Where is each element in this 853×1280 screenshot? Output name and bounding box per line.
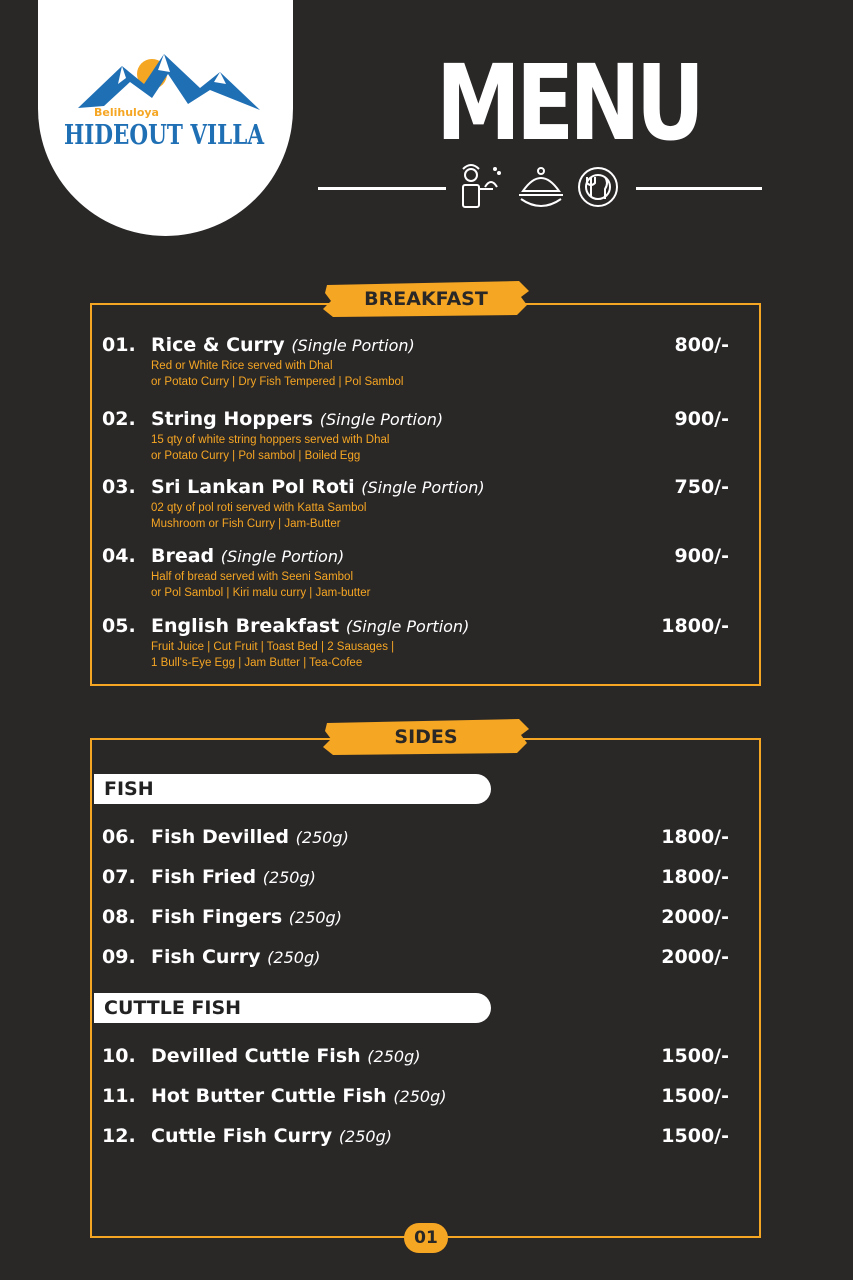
item-name: Hot Butter Cuttle Fish (250g) — [151, 1085, 447, 1107]
hideout-villa-logo — [60, 48, 272, 158]
logo-subtitle: Belihuloya — [94, 106, 159, 119]
item-price: 800/- — [674, 334, 729, 356]
menu-item — [102, 334, 732, 394]
item-number: 05. — [102, 615, 136, 637]
item-number: 06. — [102, 826, 136, 848]
item-number: 11. — [102, 1085, 136, 1107]
menu-item — [102, 866, 732, 892]
menu-item — [102, 408, 732, 468]
item-number: 03. — [102, 476, 136, 498]
item-description: Half of bread served with Seeni Sambol or Pol Sambol | Kiri malu curry | Jam-butter — [151, 571, 371, 599]
page-number: 01 — [404, 1223, 448, 1253]
menu-item — [102, 1125, 732, 1151]
header-icons — [455, 163, 625, 217]
item-price: 2000/- — [661, 906, 729, 928]
item-number: 12. — [102, 1125, 136, 1147]
sides-heading-badge — [323, 717, 529, 757]
menu-item — [102, 1045, 732, 1071]
item-name: English Breakfast (Single Portion) — [151, 615, 470, 637]
title-rule-right — [636, 187, 762, 190]
item-name: String Hoppers (Single Portion) — [151, 408, 444, 430]
item-name: Fish Fingers (250g) — [151, 906, 342, 928]
item-name: Rice & Curry (Single Portion) — [151, 334, 415, 356]
logo-name: HIDEOUT VILLA — [64, 120, 265, 151]
item-name: Fish Fried (250g) — [151, 866, 316, 888]
sides-section — [90, 738, 761, 1238]
item-price: 900/- — [674, 545, 729, 567]
menu-item — [102, 946, 732, 972]
item-name: Fish Devilled (250g) — [151, 826, 349, 848]
item-price: 2000/- — [661, 946, 729, 968]
item-name: Sri Lankan Pol Roti (Single Portion) — [151, 476, 485, 498]
item-price: 750/- — [674, 476, 729, 498]
page-title: MENU — [436, 42, 701, 164]
item-number: 07. — [102, 866, 136, 888]
item-price: 1800/- — [661, 866, 729, 888]
item-price: 1500/- — [661, 1085, 729, 1107]
item-description: Fruit Juice | Cut Fruit | Toast Bed | 2 Sausages | 1 Bull's-Eye Egg | Jam Butter | Tea-Cofee — [151, 641, 395, 669]
item-number: 04. — [102, 545, 136, 567]
menu-item — [102, 545, 732, 605]
item-price: 900/- — [674, 408, 729, 430]
menu-item — [102, 906, 732, 932]
item-name: Bread (Single Portion) — [151, 545, 345, 567]
breakfast-heading: BREAKFAST — [364, 288, 488, 310]
item-number: 10. — [102, 1045, 136, 1067]
item-number: 08. — [102, 906, 136, 928]
menu-item — [102, 826, 732, 852]
item-price: 1500/- — [661, 1045, 729, 1067]
item-number: 01. — [102, 334, 136, 356]
chef-serving-icon — [463, 165, 500, 207]
menu-item — [102, 615, 732, 675]
item-description: 15 qty of white string hoppers served with Dhal or Potato Curry | Pol sambol | Boiled Egg — [151, 434, 390, 462]
title-rule-left — [318, 187, 446, 190]
item-number: 09. — [102, 946, 136, 968]
breakfast-heading-badge — [323, 279, 529, 319]
item-number: 02. — [102, 408, 136, 430]
category-cuttle-fish: CUTTLE FISH — [94, 993, 491, 1023]
item-price: 1800/- — [661, 826, 729, 848]
plate-cutlery-icon — [579, 168, 617, 206]
item-name: Cuttle Fish Curry (250g) — [151, 1125, 392, 1147]
logo-panel — [38, 0, 293, 236]
sides-heading: SIDES — [394, 726, 458, 748]
item-name: Fish Curry (250g) — [151, 946, 321, 968]
cloche-icon — [519, 168, 563, 206]
item-description: Red or White Rice served with Dhal or Potato Curry | Dry Fish Tempered | Pol Sambol — [151, 360, 404, 388]
item-name: Devilled Cuttle Fish (250g) — [151, 1045, 421, 1067]
item-price: 1500/- — [661, 1125, 729, 1147]
menu-item — [102, 476, 732, 536]
menu-item — [102, 1085, 732, 1111]
item-description: 02 qty of pol roti served with Katta Sambol Mushroom or Fish Curry | Jam-Butter — [151, 502, 367, 530]
item-price: 1800/- — [661, 615, 729, 637]
category-fish: FISH — [94, 774, 491, 804]
